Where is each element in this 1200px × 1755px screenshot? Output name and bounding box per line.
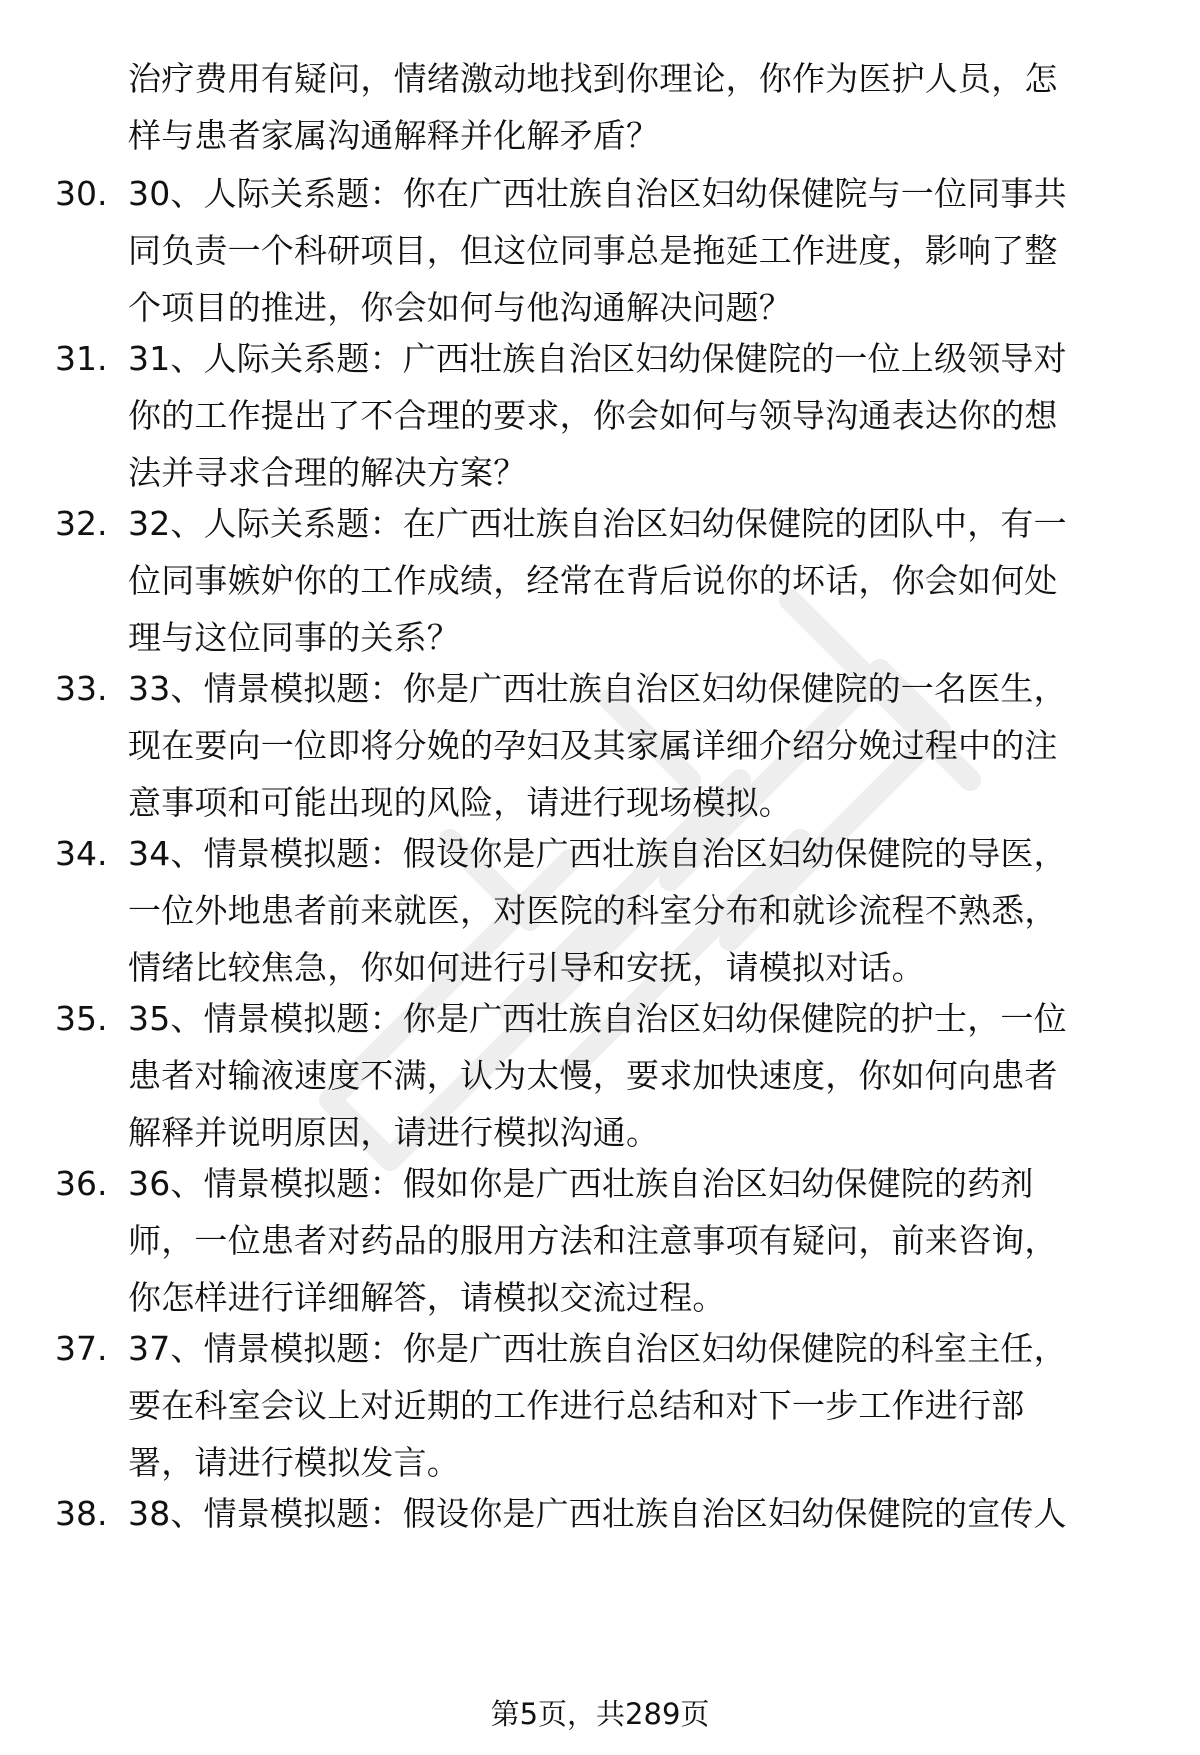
item-text: 33、情景模拟题：你是广西壮族自治区妇幼保健院的一名医生， 现在要向一位即将分娩的孕妇及其家属详细介绍分娩过程中的注 意事项和可能出现的风险，请进行现场模拟。 <box>128 669 1067 822</box>
item-number: 34. <box>55 834 108 873</box>
item-number: 30. <box>55 174 108 213</box>
item-text: 36、情景模拟题：假如你是广西壮族自治区妇幼保健院的药剂 师，一位患者对药品的服用方法和注意事项有疑问，前来咨询， 你怎样进行详细解答，请模拟交流过程。 <box>128 1164 1058 1317</box>
item-text: 35、情景模拟题：你是广西壮族自治区妇幼保健院的护士，一位 患者对输液速度不满，认为太慢，要求加快速度，你如何向患者 解释并说明原因，请进行模拟沟通。 <box>128 999 1067 1152</box>
page-number-footer: 第5页，共289页 <box>490 1697 710 1731</box>
item-number: 32. <box>55 504 108 543</box>
item-text: 30、人际关系题：你在广西壮族自治区妇幼保健院与一位同事共 同负责一个科研项目，但这位同事总是拖延工作进度，影响了整 个项目的推进，你会如何与他沟通解决问题？ <box>128 174 1067 327</box>
item-text: 34、情景模拟题：假设你是广西壮族自治区妇幼保健院的导医， 一位外地患者前来就医，对医院的科室分布和就诊流程不熟悉， 情绪比较焦急，你如何进行引导和安抚，请模拟对话。 <box>128 834 1067 987</box>
item-number: 31. <box>55 339 108 378</box>
item-text: 37、情景模拟题：你是广西壮族自治区妇幼保健院的科室主任， 要在科室会议上对近期的工作进行总结和对下一步工作进行部 署，请进行模拟发言。 <box>128 1329 1067 1482</box>
item-text: 32、人际关系题：在广西壮族自治区妇幼保健院的团队中，有一 位同事嫉妒你的工作成绩，经常在背后说你的坏话，你会如何处 理与这位同事的关系？ <box>128 504 1067 657</box>
item-text: 31、人际关系题：广西壮族自治区妇幼保健院的一位上级领导对 你的工作提出了不合理的要求，你会如何与领导沟通表达你的想 法并寻求合理的解决方案？ <box>128 339 1067 492</box>
item-number: 38. <box>55 1494 108 1533</box>
item-number: 33. <box>55 669 108 708</box>
item-number: 37. <box>55 1329 108 1368</box>
item-text: 38、情景模拟题：假设你是广西壮族自治区妇幼保健院的宣传人 <box>128 1494 1067 1533</box>
item-number: 36. <box>55 1164 108 1203</box>
continued-question-text: 治疗费用有疑问，情绪激动地找到你理论，你作为医护人员，怎 样与患者家属沟通解释并化解矛盾？ <box>128 59 1058 155</box>
item-number: 35. <box>55 999 108 1038</box>
